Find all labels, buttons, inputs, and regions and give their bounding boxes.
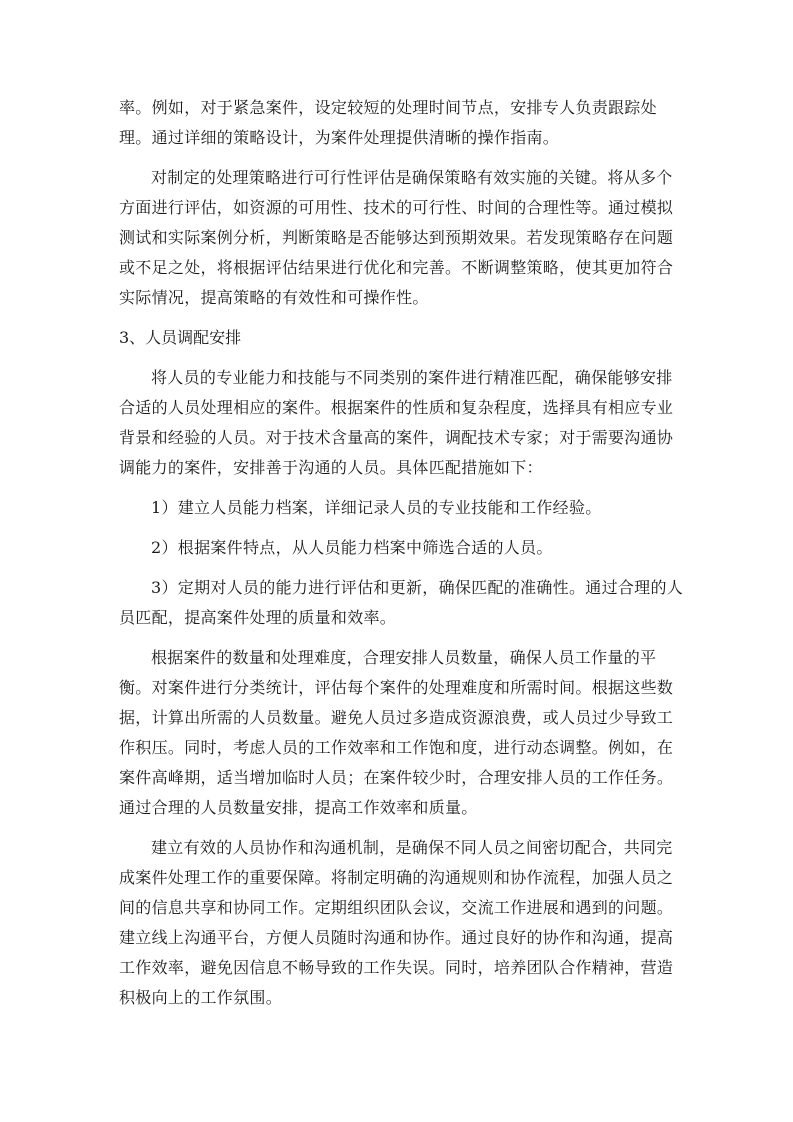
text-line: 率。例如，对于紧急案件，设定较短的处理时间节点，安排专人负责跟踪处 (119, 98, 657, 117)
text-line: 合适的人员处理相应的案件。根据案件的性质和复杂程度，选择具有相应专业 (119, 398, 674, 417)
text-line: 案件高峰期，适当增加临时人员；在案件较少时，合理安排人员的工作任务。 (119, 768, 674, 787)
list-item: 3）定期对人员的能力进行评估和更新，确保匹配的准确性。通过合理的人 (151, 578, 684, 597)
text-line: 衡。对案件进行分类统计，评估每个案件的处理难度和所需时间。根据这些数 (119, 678, 674, 697)
text-line: 成案件处理工作的重要保障。将制定明确的沟通规则和协作流程，加强人员之 (119, 868, 674, 887)
text-line: 根据案件的数量和处理难度，合理安排人员数量，确保人员工作量的平 (151, 648, 657, 667)
text-line: 测试和实际案例分析，判断策略是否能够达到预期效果。若发现策略存在问题 (119, 228, 674, 247)
text-line: 积极向上的工作氛围。 (119, 988, 283, 1007)
text-line: 对制定的处理策略进行可行性评估是确保策略有效实施的关键。将从多个 (151, 168, 673, 187)
text-line: 通过合理的人员数量安排，提高工作效率和质量。 (119, 798, 478, 817)
text-line: 或不足之处，将根据评估结果进行优化和完善。不断调整策略，使其更加符合 (119, 258, 674, 277)
text-line: 建立有效的人员协作和沟通机制，是确保不同人员之间密切配合，共同完 (151, 838, 673, 857)
list-item: 2）根据案件特点，从人员能力档案中筛选合适的人员。 (151, 538, 553, 557)
section-heading: 3、人员调配安排 (119, 328, 242, 347)
text-line: 建立线上沟通平台，方便人员随时沟通和协作。通过良好的协作和沟通，提高 (119, 928, 674, 947)
text-line: 将人员的专业能力和技能与不同类别的案件进行精准匹配，确保能够安排 (151, 368, 673, 387)
text-line: 间的信息共享和协同工作。定期组织团队会议，交流工作进展和遇到的问题。 (119, 898, 674, 917)
text-line: 作积压。同时，考虑人员的工作效率和工作饱和度，进行动态调整。例如，在 (119, 738, 674, 757)
text-line: 背景和经验的人员。对于技术含量高的案件，调配技术专家；对于需要沟通协 (119, 428, 674, 447)
text-line: 工作效率，避免因信息不畅导致的工作失误。同时，培养团队合作精神，营造 (119, 958, 674, 977)
list-item: 1）建立人员能力档案，详细记录人员的专业技能和工作经验。 (151, 498, 602, 517)
text-line: 理。通过详细的策略设计，为案件处理提供清晰的操作指南。 (119, 128, 560, 147)
text-line: 据，计算出所需的人员数量。避免人员过多造成资源浪费，或人员过少导致工 (119, 708, 674, 727)
text-line: 调能力的案件，安排善于沟通的人员。具体匹配措施如下： (119, 458, 543, 477)
text-line: 方面进行评估，如资源的可用性、技术的可行性、时间的合理性等。通过模拟 (119, 198, 674, 217)
text-line: 实际情况，提高策略的有效性和可操作性。 (119, 288, 429, 307)
text-line: 员匹配，提高案件处理的质量和效率。 (119, 608, 397, 627)
